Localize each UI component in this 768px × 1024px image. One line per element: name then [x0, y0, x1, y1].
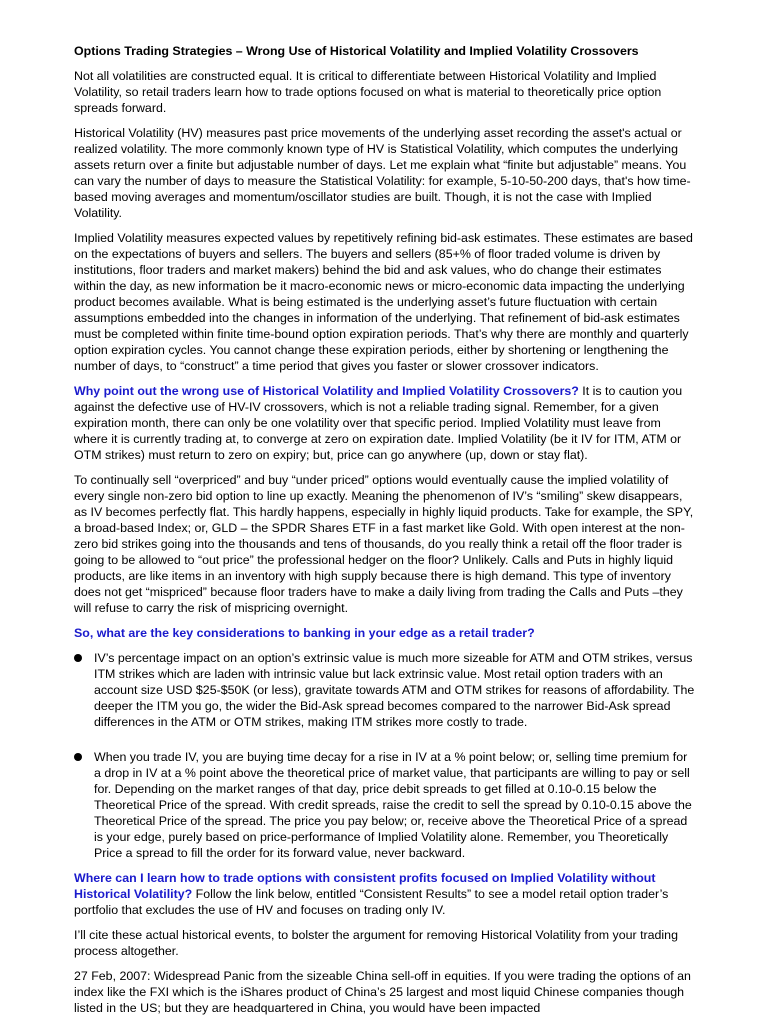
- paragraph-historical-events: I’ll cite these actual historical events, to bolster the argument for removing Historical Volatility from your trading process altogether.: [74, 928, 678, 958]
- bullet-icon: [74, 753, 82, 761]
- list-item-text: IV’s percentage impact on an option’s extrinsic value is much more sizeable for ATM and OTM strikes, versus ITM strikes which are laden with intrinsic value but lack extrinsic value. Most retail option traders with an account size USD $25-$50K (or less), gravitate towards ATM and OTM strikes for reasons of affordability. The deeper the ITM you go, the wider the Bid-Ask spread becomes compared to the narrower Bid-Ask spread differences in the ATM or OTM strikes, making ITM strikes more costly to trade.: [94, 651, 695, 729]
- list-item: [74, 749, 696, 861]
- paragraph-overpriced-underpriced: To continually sell “overpriced” and buy “under priced” options would eventually cause the implied volatility of every single non-zero bid option to line up exactly. Meaning the phenomenon of IV’s “smiling” skew disappears, as IV becomes perfectly flat. This hardly happens, especially in highly liquid products. Take for example, the SPY, a broad-based Index; or, GLD – the SPDR Shares ETF in a fast market like Gold. With open interest at the non-zero bid strikes going into the thousands and tens of thousands, do you really think a retail off the floor trader is going to be allowed to “out price” the professional hedger on the floor? Unlikely. Calls and Puts in highly liquid products, are like items in an inventory with high supply because there is high demand. This type of inventory does not get “mispriced” because floor traders have to make a daily living from trading the Calls and Puts –they will refuse to carry the risk of mispricing overnight.: [74, 473, 694, 615]
- question-heading-where: Where can I learn how to trade options with consistent profits focused on Implied Volatility without Historical Volatility?: [74, 871, 656, 901]
- paragraph-intro: Not all volatilities are constructed equal. It is critical to differentiate between Historical Volatility and Implied Volatility, so retail traders learn how to trade options focused on what is material to theoretically price option spreads forward.: [74, 69, 662, 115]
- list-item: [74, 650, 696, 730]
- paragraph-where-to-learn: [74, 870, 696, 918]
- question-heading-key-considerations: So, what are the key considerations to banking in your edge as a retail trader?: [74, 626, 535, 640]
- paragraph-key-considerations: [74, 625, 696, 641]
- paragraph-historical-volatility: Historical Volatility (HV) measures past price movements of the underlying asset recording the asset's actual or realized volatility. The more commonly known type of HV is Statistical Volatility, which computes the underlying assets return over a finite but adjustable number of days. Let me explain what “finite but adjustable” means. You can vary the number of days to measure the Statistical Volatility: for example, 5-10-50-200 days, that's how time-based moving averages and momentum/oscillator studies are built. Though, it is not the case with Implied Volatility.: [74, 126, 691, 220]
- paragraph-implied-volatility: Implied Volatility measures expected values by repetitively refining bid-ask estimates. These estimates are based on the expectations of buyers and sellers. The buyers and sellers (85+% of floor traded volume is driven by institutions, floor traders and market makers) behind the bid and ask values, who do change their estimates within the day, as new information be it macro-economic news or micro-economic data impacting the underlying product becomes available. What is being estimated is the underlying asset’s future fluctuation with certain assumptions embedded into the changes in information of the underlying. That refinement of bid-ask estimates must be completed within finite time-bound option expiration periods. That’s why there are monthly and quarterly option expiration cycles. You cannot change these expiration periods, either by shortening or lengthening the number of days, to “construct” a time period that gives you faster or slower crossover indicators.: [74, 231, 693, 373]
- question-heading-why: Why point out the wrong use of Historical Volatility and Implied Volatility Crossovers?: [74, 384, 579, 398]
- answer-text-why: It is to caution you against the defective use of HV-IV crossovers, which is not a reliable trading signal. Remember, for a given expiration month, there can only be one volatility over that specific period. Implied Volatility must leave from where it is currently trading at, to converge at zero on expiration date. Implied Volatility (be it IV for ITM, ATM or OTM strikes) must return to zero on expiry; but, price can go anywhere (up, down or stay flat).: [74, 384, 683, 462]
- list-item-text: When you trade IV, you are buying time decay for a rise in IV at a % point below; or, selling time premium for a drop in IV at a % point above the theoretical price of market value, that participants are willing to pay or sell for. Depending on the market ranges of that day, price debit spreads to get filled at 0.10-0.15 below the Theoretical Price of the spread. With credit spreads, raise the credit to sell the spread by 0.10-0.15 above the Theoretical Price of the spread. The price you pay below; or, receive above the Theoretical Price of a spread is your edge, purely based on price-performance of Implied Volatility alone. Remember, you Theoretically Price a spread to fill the order for its forward value, never backward.: [94, 750, 692, 860]
- document-title: Options Trading Strategies – Wrong Use of Historical Volatility and Implied Volatility Crossovers: [74, 44, 639, 58]
- paragraph-why-wrong-use: [74, 383, 696, 463]
- bullet-list: [74, 650, 696, 861]
- bullet-icon: [74, 654, 82, 662]
- answer-text-where: Follow the link below, entitled “Consistent Results” to see a model retail option trader’s portfolio that excludes the use of HV and focuses on trading only IV.: [74, 887, 669, 917]
- paragraph-china-selloff: 27 Feb, 2007: Widespread Panic from the sizeable China sell-off in equities. If you were trading the options of an index like the FXI which is the iShares product of China’s 25 largest and most liquid Chinese companies though listed in the US; but they are headquartered in China, you would have been impacted: [74, 969, 691, 1015]
